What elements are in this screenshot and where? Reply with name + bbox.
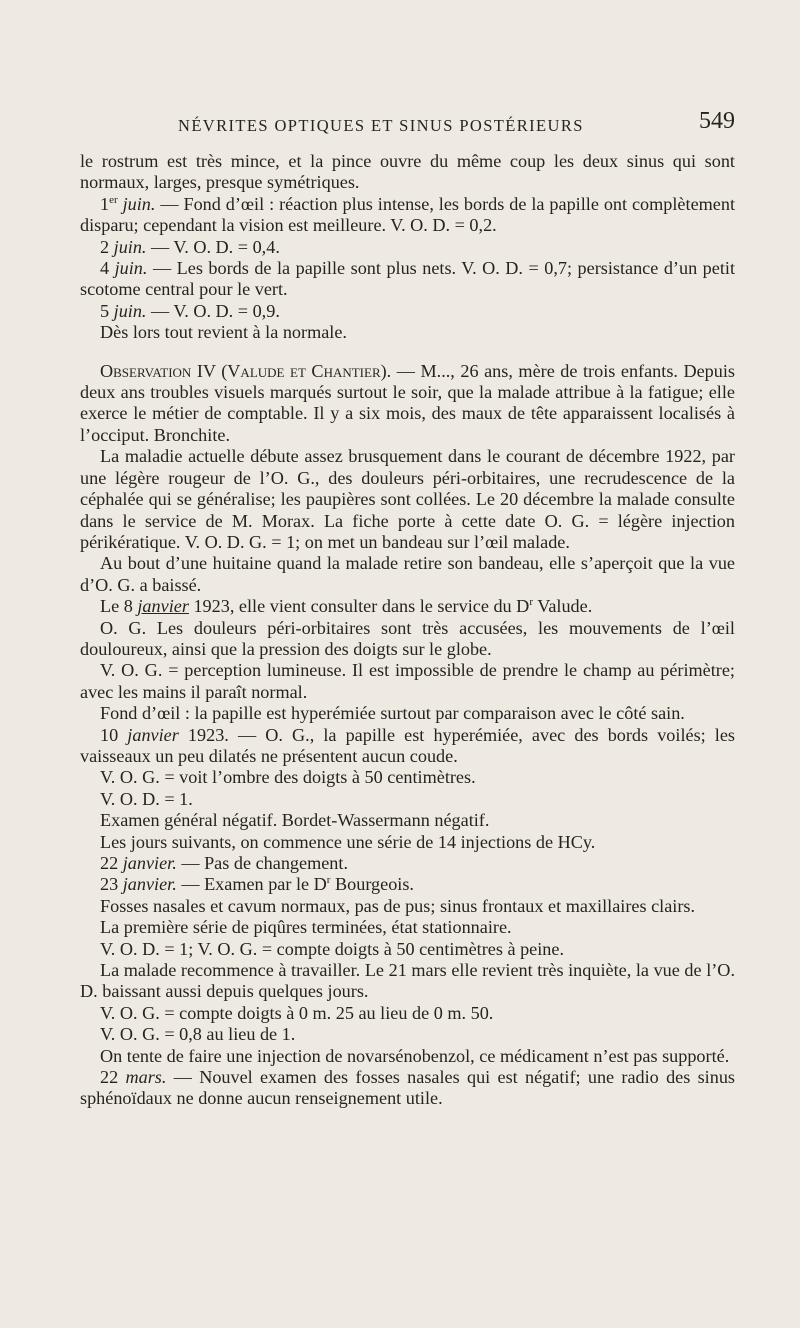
date-number: 22 bbox=[100, 853, 119, 873]
paragraph-text: Bourgeois. bbox=[330, 874, 414, 895]
paragraph bbox=[80, 596, 735, 617]
paragraph bbox=[80, 194, 735, 237]
date: janvier bbox=[137, 596, 189, 617]
paragraph-text: 1923, elle vient consulter dans le service du D bbox=[188, 596, 530, 617]
paragraph bbox=[80, 1067, 735, 1110]
date: juin. bbox=[122, 193, 156, 214]
paragraph-text: — V. O. D. = 0,4. bbox=[146, 236, 280, 257]
date: janvier bbox=[127, 724, 179, 745]
paragraph-text: Le 8 bbox=[100, 596, 138, 617]
paragraph: Au bout d’une huitaine quand la malade retire son bandeau, elle s’aperçoit que la vue d’O. G. a baissé. bbox=[80, 553, 735, 595]
running-title: NÉVRITES OPTIQUES ET SINUS POSTÉRIEURS bbox=[178, 116, 584, 135]
paragraph bbox=[80, 258, 735, 301]
paragraph: le rostrum est très mince, et la pince ouvre du même coup les deux sinus qui sont normaux, larges, presque symétriques. bbox=[80, 151, 735, 193]
date: janvier. bbox=[122, 874, 177, 895]
paragraph bbox=[80, 874, 735, 895]
paragraph: V. O. D. = 1. bbox=[100, 788, 193, 809]
date-number: 10 bbox=[100, 724, 119, 745]
observation-paragraph bbox=[80, 361, 735, 447]
date-number: 2 bbox=[100, 236, 110, 257]
body-text bbox=[80, 151, 735, 1110]
date: mars. bbox=[125, 1067, 167, 1088]
date-number: 4 bbox=[100, 258, 110, 279]
paragraph: Fond d’œil : la papille est hyperémiée surtout par comparaison avec le côté sain. bbox=[100, 703, 685, 724]
page-header bbox=[80, 108, 735, 142]
paragraph: On tente de faire une injection de novarsénobenzol, ce médicament n’est pas supporté. bbox=[100, 1045, 730, 1066]
paragraph: La malade recommence à travailler. Le 21 mars elle revient très inquiète, la vue de l’O. D. baissant aussi depuis quelques jours. bbox=[80, 960, 735, 1002]
paragraph: La maladie actuelle débute assez brusquement dans le courant de décembre 1922, par une légère rougeur de l’O. G., des douleurs péri-orbitaires, une recrudescence de la céphalée qui se généralise; les paupières sont collées. Le 20 décembre la malade consulte dans le service de M. Morax. La fiche porte à cette date O. G. = légère injection périkératique. V. O. D. G. = 1; on met un bandeau sur l’œil malade. bbox=[80, 446, 735, 552]
paragraph: V. O. G. = compte doigts à 0 m. 25 au lieu de 0 m. 50. bbox=[100, 1002, 494, 1023]
paragraph-text: — Les bords de la papille sont plus nets. V. O. D. = 0,7; persistance d’un petit scotome central pour le vert. bbox=[80, 258, 735, 300]
superscript: r bbox=[529, 596, 533, 609]
paragraph-text: — M..., 26 ans, mère de trois enfants. Depuis deux ans troubles visuels marqués surtout le soir, que la malade attribue à la fatigue; elle exerce le métier de comptable. Il y a six mois, des maux de tête apparaissent localisés à l’occiput. Bronchite. bbox=[80, 360, 735, 445]
observation-heading: Observation IV (Valude et Chantier). bbox=[100, 360, 392, 381]
date: juin. bbox=[113, 236, 147, 257]
paragraph-text: — Nouvel examen des fosses nasales qui est négatif; une radio des sinus sphénoïdaux ne donne aucun renseignement utile. bbox=[80, 1067, 736, 1109]
paragraph: V. O. D. = 1; V. O. G. = compte doigts à 50 centimètres à peine. bbox=[100, 938, 565, 959]
date-number: 1 bbox=[100, 193, 110, 214]
paragraph bbox=[80, 237, 735, 258]
paragraph bbox=[80, 725, 735, 768]
paragraph bbox=[80, 853, 735, 874]
date-number: 22 bbox=[100, 1067, 119, 1088]
paragraph: Examen général négatif. Bordet-Wassermann négatif. bbox=[100, 810, 490, 831]
paragraph: V. O. G. = voit l’ombre des doigts à 50 centimètres. bbox=[100, 767, 476, 788]
paragraph bbox=[80, 301, 735, 322]
date-number: 5 bbox=[100, 300, 110, 321]
paragraph-text: — Fond d’œil : réaction plus intense, les bords de la papille ont complètement disparu; cependant la vision est meilleure. V. O. D. = 0,2. bbox=[80, 193, 736, 236]
date-number: 23 bbox=[100, 874, 119, 895]
paragraph: V. O. G. = perception lumineuse. Il est impossible de prendre le champ au périmètre; avec les mains il paraît normal. bbox=[80, 660, 735, 702]
paragraph: O. G. Les douleurs péri-orbitaires sont très accusées, les mouvements de l’œil douloureux, ainsi que la pression des doigts sur le globe. bbox=[80, 617, 735, 659]
date: janvier. bbox=[122, 853, 177, 873]
paragraph-text: — Examen par le D bbox=[176, 874, 327, 895]
paragraph: La première série de piqûres terminées, état stationnaire. bbox=[100, 917, 512, 938]
paragraph: Fosses nasales et cavum normaux, pas de pus; sinus frontaux et maxillaires clairs. bbox=[100, 895, 696, 916]
paragraph: V. O. G. = 0,8 au lieu de 1. bbox=[100, 1024, 296, 1045]
paragraph: Les jours suivants, on commence une série de 14 injections de HCy. bbox=[100, 831, 596, 852]
paragraph-text: 1923. — O. G., la papille est hyperémiée, avec des bords voilés; les vaisseaux un peu dilatés ne présentent aucun coude. bbox=[80, 724, 736, 766]
superscript: r bbox=[326, 874, 331, 887]
paragraph-text: — Pas de changement. bbox=[176, 853, 348, 873]
paragraph: Dès lors tout revient à la normale. bbox=[100, 322, 347, 343]
paragraph-text: Valude. bbox=[533, 596, 593, 617]
superscript: er bbox=[109, 193, 118, 206]
date: juin. bbox=[114, 258, 148, 279]
date: juin. bbox=[113, 300, 147, 321]
paragraph-text: — V. O. D. = 0,9. bbox=[146, 300, 280, 321]
page-number: 549 bbox=[699, 108, 735, 134]
